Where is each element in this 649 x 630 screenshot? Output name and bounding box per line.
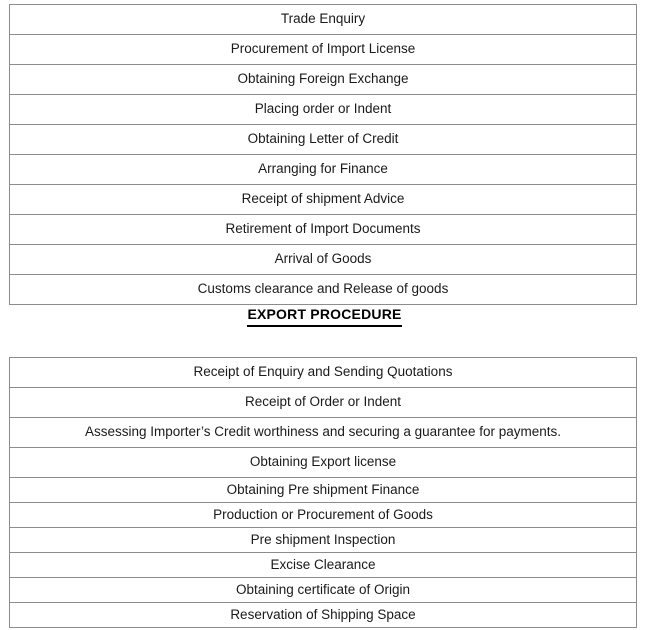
import-step-cell: Obtaining Letter of Credit xyxy=(10,125,637,155)
table-row xyxy=(10,155,637,185)
table-row xyxy=(10,503,637,528)
import-procedure-table-body xyxy=(10,5,637,305)
export-step-cell: Pre shipment Inspection xyxy=(10,528,637,553)
table-row xyxy=(10,5,637,35)
export-procedure-heading xyxy=(0,306,649,327)
table-row xyxy=(10,478,637,503)
export-step-cell: Reservation of Shipping Space xyxy=(10,603,637,628)
table-row xyxy=(10,95,637,125)
table-row xyxy=(10,578,637,603)
table-row xyxy=(10,65,637,95)
export-step-cell: Excise Clearance xyxy=(10,553,637,578)
export-step-cell: Receipt of Enquiry and Sending Quotations xyxy=(10,358,637,388)
import-step-cell: Placing order or Indent xyxy=(10,95,637,125)
table-row xyxy=(10,275,637,305)
table-row xyxy=(10,388,637,418)
export-step-cell: Production or Procurement of Goods xyxy=(10,503,637,528)
import-step-cell: Arranging for Finance xyxy=(10,155,637,185)
table-row xyxy=(10,215,637,245)
import-procedure-table xyxy=(9,4,637,305)
import-step-cell: Trade Enquiry xyxy=(10,5,637,35)
export-step-cell: Obtaining certificate of Origin xyxy=(10,578,637,603)
import-step-cell: Arrival of Goods xyxy=(10,245,637,275)
table-row xyxy=(10,185,637,215)
import-step-cell: Obtaining Foreign Exchange xyxy=(10,65,637,95)
table-row xyxy=(10,358,637,388)
export-step-cell: Receipt of Order or Indent xyxy=(10,388,637,418)
table-row xyxy=(10,553,637,578)
import-step-cell: Receipt of shipment Advice xyxy=(10,185,637,215)
table-row xyxy=(10,125,637,155)
export-procedure-table xyxy=(9,357,637,628)
export-step-cell: Assessing Importer’s Credit worthiness and securing a guarantee for payments. xyxy=(10,418,637,448)
table-row xyxy=(10,528,637,553)
export-step-cell: Obtaining Export license xyxy=(10,448,637,478)
export-step-cell: Obtaining Pre shipment Finance xyxy=(10,478,637,503)
table-row xyxy=(10,245,637,275)
import-step-cell: Procurement of Import License xyxy=(10,35,637,65)
import-step-cell: Retirement of Import Documents xyxy=(10,215,637,245)
import-step-cell: Customs clearance and Release of goods xyxy=(10,275,637,305)
table-row xyxy=(10,35,637,65)
table-row xyxy=(10,448,637,478)
table-row xyxy=(10,603,637,628)
page-title: EXPORT PROCEDURE xyxy=(247,306,401,327)
table-row xyxy=(10,418,637,448)
export-procedure-table-body xyxy=(10,358,637,628)
